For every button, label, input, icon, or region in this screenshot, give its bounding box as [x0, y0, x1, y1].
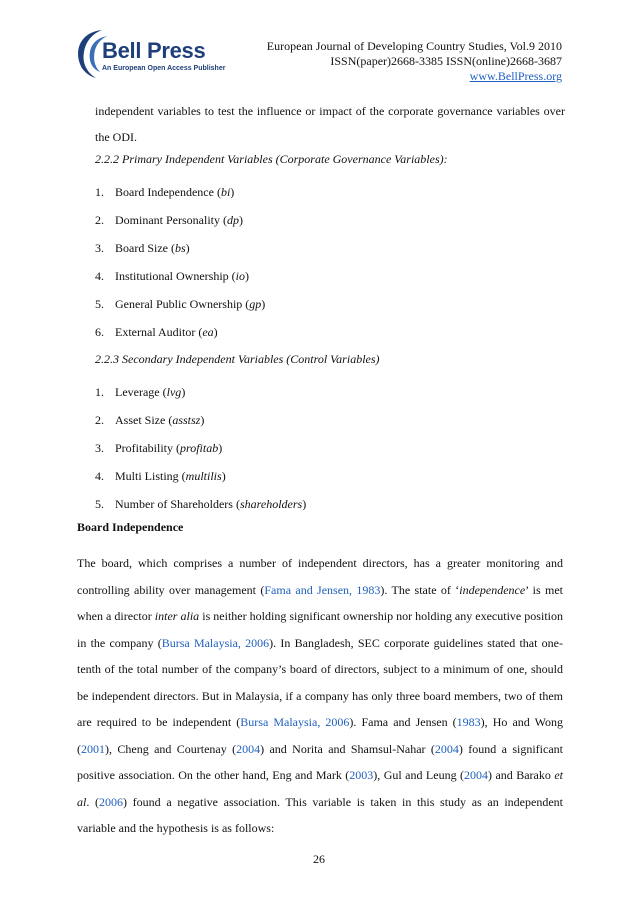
list-item: 1. Board Independence (bi)	[95, 185, 235, 199]
citation-link[interactable]: Bursa Malaysia, 2006	[161, 635, 270, 650]
list-item: 2. Dominant Personality (dp)	[95, 213, 243, 227]
logo-name: Bell Press	[102, 38, 206, 63]
journal-url-link[interactable]: www.BellPress.org	[469, 69, 562, 83]
citation-link[interactable]: Bursa Malaysia, 2006	[240, 715, 350, 729]
section-heading-primary: 2.2.2 Primary Independent Variables (Corporate Governance Variables):	[95, 152, 448, 166]
citation-link[interactable]: 1983	[456, 715, 481, 729]
list-item: 5. General Public Ownership (gp)	[95, 297, 266, 311]
citation-link[interactable]: 2004	[464, 768, 489, 782]
journal-title: European Journal of Developing Country Studies, Vol.9 2010	[266, 39, 562, 53]
board-independence-heading: Board Independence	[77, 520, 184, 534]
citation-link[interactable]: 2001	[81, 741, 105, 756]
list-item: 1. Leverage (lvg)	[95, 385, 186, 399]
list-item: 4. Institutional Ownership (io)	[95, 269, 249, 283]
citation-link[interactable]: 2004	[236, 741, 261, 756]
list-item: 5. Number of Shareholders (shareholders)	[95, 497, 307, 511]
bell-press-logo	[72, 24, 232, 82]
list-item: 3. Board Size (bs)	[95, 241, 190, 255]
citation-link[interactable]: 2004	[434, 741, 459, 756]
logo-tagline: An European Open Access Publisher	[102, 65, 226, 72]
list-item: 3. Profitability (profitab)	[95, 441, 223, 455]
list-item: 4. Multi Listing (multilis)	[95, 469, 226, 483]
board-independence-paragraph: The board, which comprises a number of independent directors, has a greater monitoring and controlling ability over management (Fama and Jensen, 1983). The state of ‘independence’ is met when a director inter alia is neither holding significant ownership nor holding any executive position in the company (Bursa Malaysia, 2006). In Bangladesh, SEC corporate guidelines stated that one-tenth of the total number of the company’s board of directors, subject to a minimum of one, should be independent directors. But in Malaysia, if a company has only three board members, two of them are required to be independent (Bursa Malaysia, 2006). Fama and Jensen (1983), Ho and Wong (2001), Cheng and Courtenay (2004) and Norita and Shamsul-Nahar (2004) found a significant positive association. On the other hand, Eng and Mark (2003), Gul and Leung (2004) and Barako et al. (2006) found a negative association. This variable is taken in this study as an independent variable and the hypothesis is as follows:	[77, 556, 564, 835]
citation-link[interactable]: 2006	[99, 794, 124, 809]
journal-header	[267, 39, 562, 84]
section-heading-secondary: 2.2.3 Secondary Independent Variables (Control Variables)	[95, 352, 380, 366]
list-item: 2. Asset Size (asstsz)	[95, 413, 205, 427]
list-item: 6. External Auditor (ea)	[95, 325, 218, 339]
issn-line: ISSN(paper)2668-3385 ISSN(online)2668-3687	[330, 54, 562, 68]
citation-link[interactable]: 2003	[349, 768, 374, 782]
citation-link[interactable]: Fama and Jensen, 1983	[264, 582, 381, 597]
intro-paragraph: independent variables to test the influence or impact of the corporate governance variables over the ODI.	[95, 104, 565, 144]
page-number: 26	[313, 852, 325, 866]
